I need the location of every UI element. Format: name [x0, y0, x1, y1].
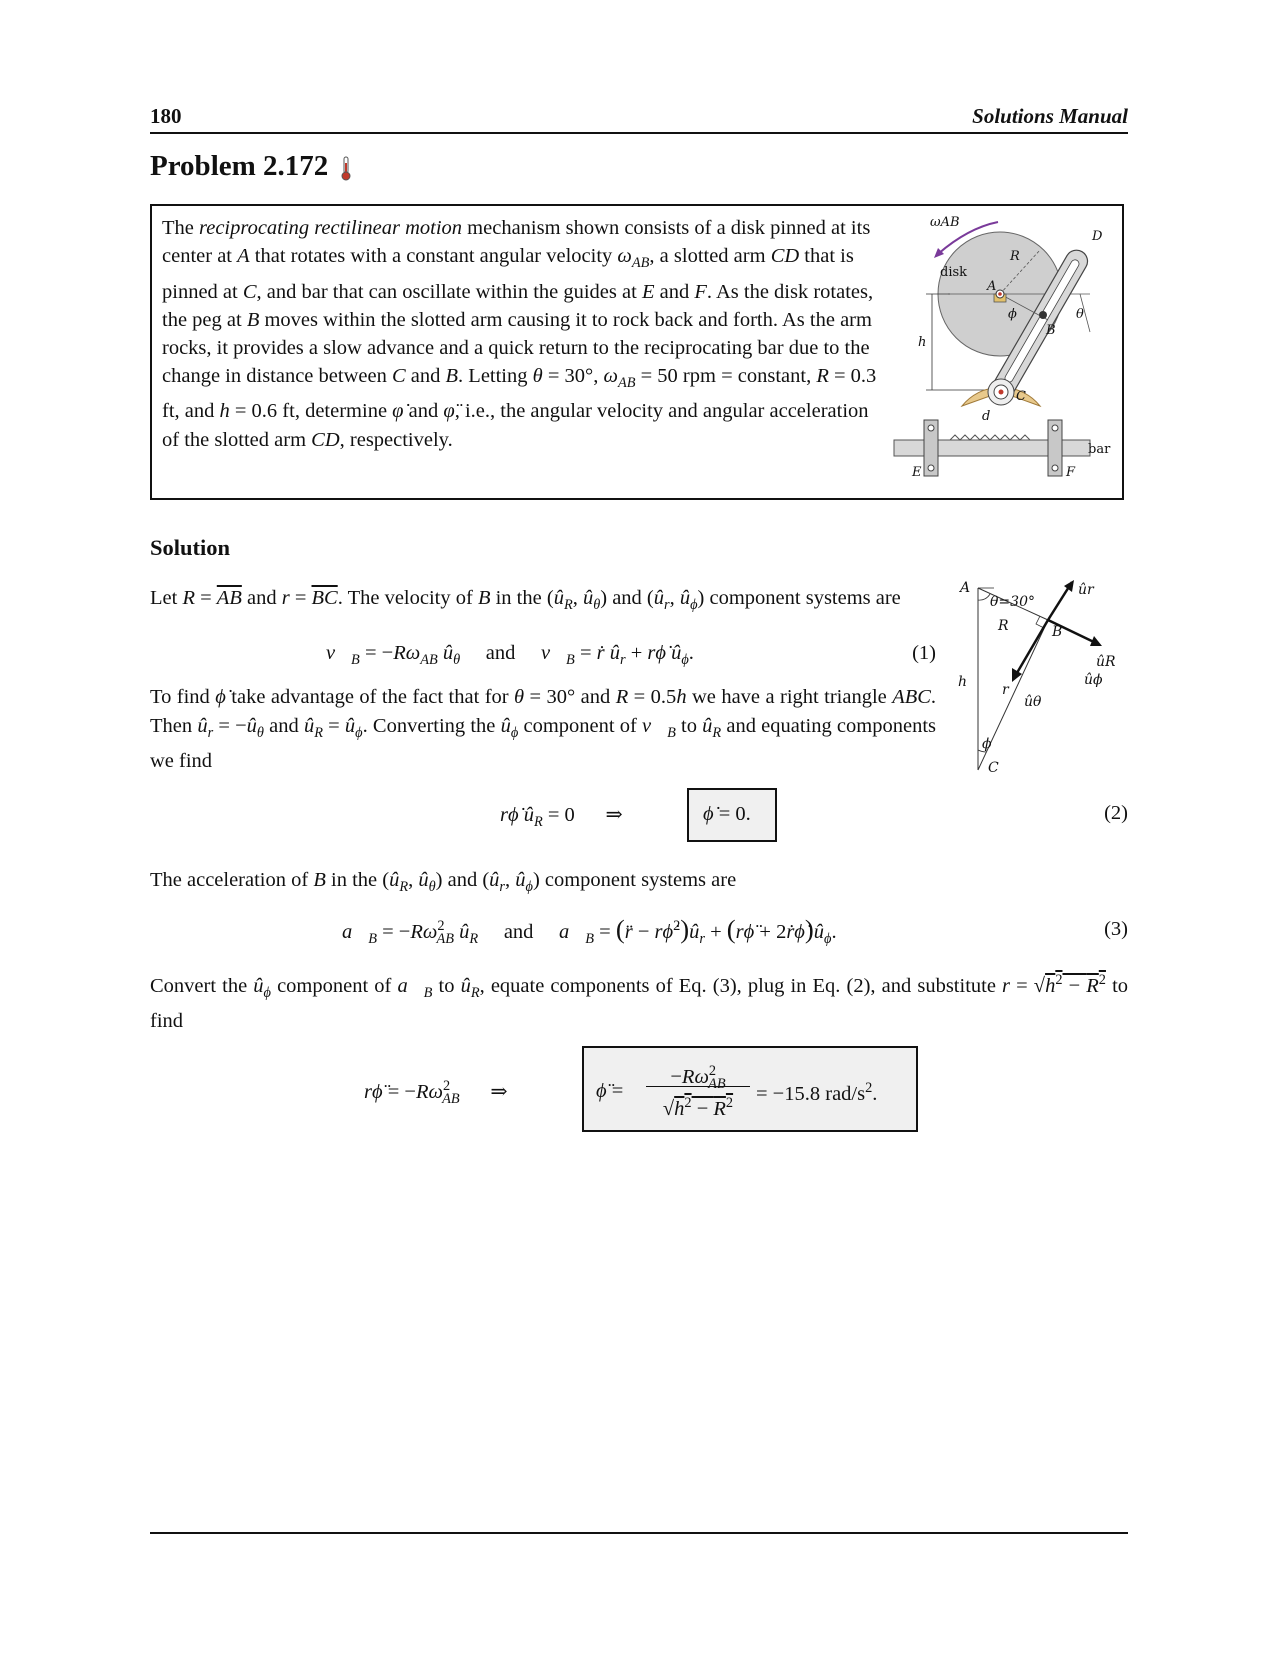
fig-label-R: R [1010, 249, 1020, 264]
problem-title [150, 150, 352, 183]
fig-label-d: d [982, 409, 991, 424]
equation-1 [150, 642, 936, 672]
mechanism-figure [890, 210, 1120, 496]
tri-label-C: C [988, 760, 999, 776]
equation-3-number: (3) [1104, 918, 1128, 940]
fig-label-omega: ωAB [930, 215, 960, 230]
equation-4-answer-box [582, 1046, 918, 1132]
tri-label-h: h [958, 674, 968, 690]
equation-2 [150, 788, 1128, 842]
fig-label-A: A [987, 279, 997, 294]
tri-label-uphi: ûϕ [1084, 672, 1103, 688]
footer-rule [150, 1532, 1128, 1534]
equation-1-body: $v⃗_B = -R\omega_{AB}$ $û_\theta$ and $v⃗_B$ = ṙ $û_r$ + rϕ̇ $û_\phi$. [326, 642, 694, 669]
equation-3 [150, 912, 1128, 948]
problem-statement: The reciprocating rectilinear motion mechanism shown consists of a disk pinned at its center at A that rotates with a constant angular velocity $\omega_{AB}$, a slotted arm CD that is pinned at C, and bar that can oscillate within the guides at E and F. As the disk rotates, the peg at B moves within the slotted arm causing it to rock back and forth. As the arm rocks, it provides a slow advance and a quick return to the reciprocating bar due to the change in distance between C and B. Letting θ = 30°, $\omega_{AB} = 50$ rpm = constant, R = 0.3 ft, and h = 0.6 ft, determine φ̇ and φ̈, i.e., the angular velocity and angular acceleration of the slotted arm CD, respectively. [162, 217, 877, 451]
tri-label-utheta: ûθ [1024, 694, 1042, 710]
fig-label-h: h [918, 335, 927, 350]
fig-label-B: B [1046, 323, 1056, 338]
fig-label-C: C [1016, 389, 1026, 404]
equation-1-number: (1) [912, 642, 936, 664]
equation-4-phi: ϕ̈ = [596, 1080, 624, 1102]
equation-2-lhs: rϕ̇ $û_R = 0$ ⇒ [500, 804, 623, 831]
solution-paragraph-2: To find ϕ̇ take advantage of the fact that for θ = 30° and R = 0.5h we have a right triangle ABC. Then $û_r$ = $-û_\theta$ and $û_R$ = $û_\phi$. Converting the $û_\phi$ component of $v⃗_B$ to $û_R$ and equating components we find [150, 686, 937, 773]
fig-label-theta: θ [1076, 307, 1084, 322]
fig-label-F: F [1066, 465, 1076, 480]
equation-2-number: (2) [1104, 802, 1128, 824]
tri-label-uR: ûR [1096, 654, 1116, 670]
tri-label-ur: ûr [1078, 582, 1094, 598]
equation-3-body: $a⃗_B = -R\omega^2_{AB}$ $û_R$ and $a⃗_B$ = (r̈ − $r\phi̇^2)û_r$ + (rϕ̈ + $2ṙ\phi̇)û_\phi$. [342, 914, 837, 948]
equation-4-denominator: $√h^2 - R^2$ [662, 1095, 734, 1120]
equation-4-result: = −15.8 rad/$s^2$. [756, 1080, 878, 1105]
problem-title-text: Problem 2.172 [150, 150, 329, 182]
equation-2-answer: ϕ̇ = 0. [703, 803, 751, 825]
tri-label-R: R [998, 618, 1009, 634]
equation-2-answer-box [687, 788, 777, 842]
equation-4 [150, 1046, 1128, 1136]
thermometer-icon [340, 155, 352, 181]
tri-label-B: B [1052, 624, 1063, 640]
tri-label-theta: θ=30° [990, 594, 1035, 610]
equation-4-numerator: $-R\omega^2_{AB}$ [670, 1063, 726, 1092]
problem-statement-box [150, 204, 1124, 500]
tri-label-A: A [960, 580, 971, 596]
running-title: Solutions Manual [972, 104, 1128, 128]
solution-heading: Solution [150, 535, 231, 560]
fig-label-phi: ϕ [1008, 307, 1017, 322]
solution-paragraph-1: Let $R = \overline{AB}$ and $r = \overline{BC}$. The velocity of B in the ($û_R$, $û_\theta$) and ($û_r$, $û_\phi$) component systems are [150, 587, 901, 614]
solution-paragraph-3: The acceleration of B in the ($û_R$, $û_\theta$) and ($û_r$, $û_\phi$) component systems are [150, 869, 737, 896]
fig-label-disk: disk [940, 265, 968, 280]
fig-label-E: E [912, 465, 922, 480]
fig-label-D: D [1092, 229, 1103, 244]
fig-label-bar: bar [1088, 442, 1111, 457]
triangle-diagram [948, 580, 1128, 780]
page-header [150, 104, 1128, 134]
solution-paragraph-4: Convert the $û_\phi$ component of $a⃗_B$ to $û_R$, equate components of Eq. (3), plug in Eq. (2), and substitute $r = √h^2 - R^2$ to find [150, 972, 1129, 1033]
tri-label-phi: ϕ [982, 736, 992, 752]
page-number: 180 [150, 104, 182, 128]
tri-label-r: r [1002, 682, 1009, 698]
equation-4-lhs: rϕ̈ = $-R\omega^2_{AB}$ ⇒ [364, 1078, 508, 1107]
